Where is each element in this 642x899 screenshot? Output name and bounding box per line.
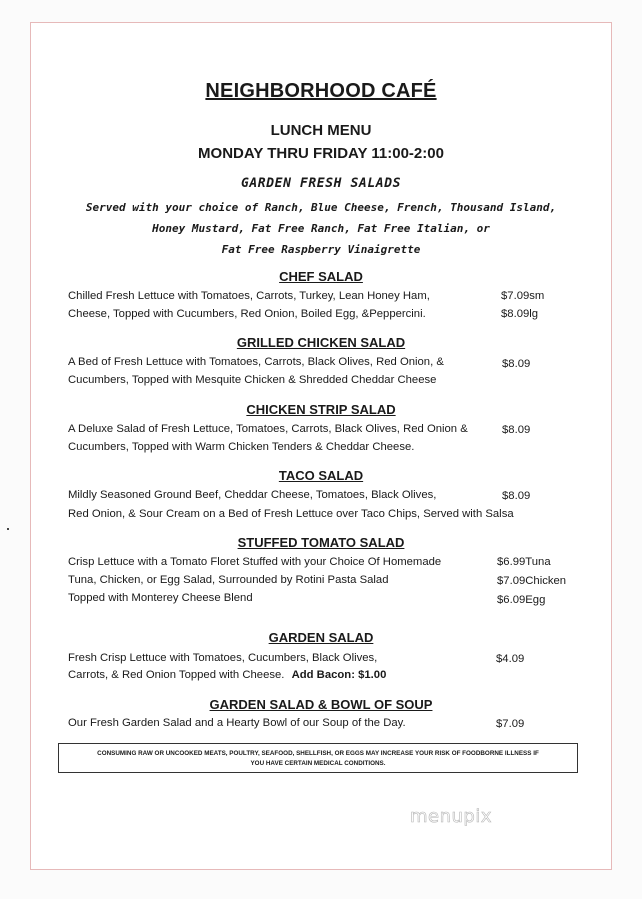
item-description: A Bed of Fresh Lettuce with Tomatoes, Carrots, Black Olives, Red Onion, &: [68, 356, 444, 368]
dressing-line: Honey Mustard, Fat Free Ranch, Fat Free Italian, or: [152, 222, 490, 235]
section-title-stuffed-tomato-salad: STUFFED TOMATO SALAD: [237, 535, 405, 550]
item-description: Cheese, Topped with Cucumbers, Red Onion, Boiled Egg, &Peppercini.: [68, 308, 426, 320]
price: $8.09: [502, 424, 531, 436]
item-description: Topped with Monterey Cheese Blend: [68, 592, 253, 604]
addon-price: Add Bacon: $1.00: [291, 669, 387, 681]
section-title-grilled-chicken-salad: GRILLED CHICKEN SALAD: [236, 335, 406, 350]
section-title-chicken-strip-salad: CHICKEN STRIP SALAD: [246, 402, 396, 417]
price: $7.09sm: [501, 290, 545, 302]
menu-name: LUNCH MENU: [270, 122, 372, 139]
item-description: Carrots, & Red Onion Topped with Cheese.: [68, 669, 285, 681]
price: $8.09: [502, 358, 531, 370]
item-description: Crisp Lettuce with a Tomato Floret Stuffed with your Choice Of Homemade: [68, 556, 442, 568]
section-title-garden-salad: GARDEN SALAD: [268, 630, 374, 645]
price: $8.09: [502, 490, 531, 502]
salads-heading: GARDEN FRESH SALADS: [240, 176, 402, 191]
dressing-line: Fat Free Raspberry Vinaigrette: [221, 243, 421, 256]
price: $8.09lg: [501, 308, 539, 320]
item-description: Mildly Seasoned Ground Beef, Cheddar Cheese, Tomatoes, Black Olives,: [68, 489, 437, 501]
health-notice-line: CONSUMING RAW OR UNCOOKED MEATS, POULTRY, SEAFOOD, SHELLFISH, OR EGGS MAY INCREASE YOUR RISK OF FOODBORNE ILLNESS IF: [97, 750, 539, 757]
price: $7.09: [496, 718, 525, 730]
item-description: Tuna, Chicken, or Egg Salad, Surrounded by Rotini Pasta Salad: [68, 574, 389, 586]
item-description: Fresh Crisp Lettuce with Tomatoes, Cucumbers, Black Olives,: [68, 652, 378, 664]
watermark-logo: menupix: [410, 806, 493, 827]
menu-hours: MONDAY THRU FRIDAY 11:00-2:00: [198, 145, 444, 162]
item-description: Chilled Fresh Lettuce with Tomatoes, Carrots, Turkey, Lean Honey Ham,: [68, 290, 430, 302]
restaurant-title: NEIGHBORHOOD CAFÉ: [205, 80, 437, 102]
item-description: Cucumbers, Topped with Mesquite Chicken & Shredded Cheddar Cheese: [68, 374, 437, 386]
health-notice-line: YOU HAVE CERTAIN MEDICAL CONDITIONS.: [250, 760, 386, 767]
health-notice-box: [58, 743, 578, 773]
scan-mark: [7, 528, 9, 530]
price: $6.09Egg: [497, 594, 546, 606]
price: $7.09Chicken: [497, 575, 567, 587]
dressing-line: Served with your choice of Ranch, Blue Cheese, French, Thousand Island,: [85, 201, 557, 214]
item-description: Cucumbers, Topped with Warm Chicken Tenders & Cheddar Cheese.: [68, 441, 415, 453]
item-description: A Deluxe Salad of Fresh Lettuce, Tomatoes, Carrots, Black Olives, Red Onion &: [68, 423, 468, 435]
price: $4.09: [496, 653, 525, 665]
item-description: Our Fresh Garden Salad and a Hearty Bowl of our Soup of the Day.: [68, 717, 406, 729]
item-description-with-addon: [68, 669, 386, 681]
section-title-taco-salad: TACO SALAD: [278, 468, 364, 483]
section-title-garden-salad-soup: GARDEN SALAD & BOWL OF SOUP: [209, 697, 433, 712]
item-description: Red Onion, & Sour Cream on a Bed of Fresh Lettuce over Taco Chips, Served with Salsa: [68, 508, 514, 520]
price: $6.99Tuna: [497, 556, 551, 568]
section-title-chef-salad: CHEF SALAD: [279, 269, 363, 284]
